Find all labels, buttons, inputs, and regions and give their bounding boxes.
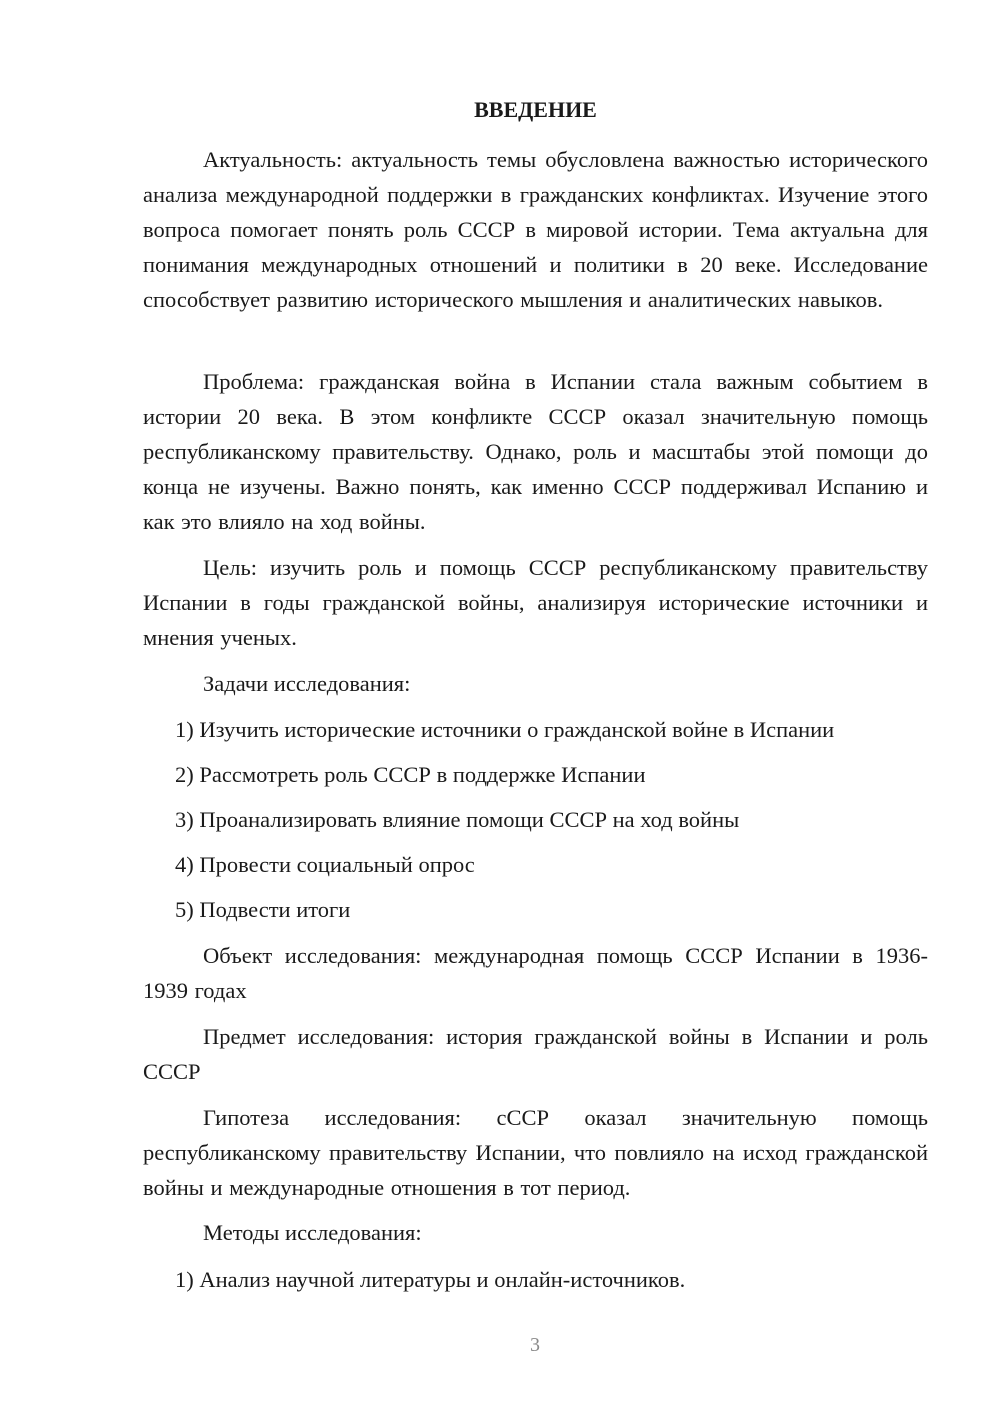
paragraph-relevance: Актуальность: актуальность темы обусловлена важностью исторического анализа международной поддержки в гражданских конфликтах. Изучение этого вопроса помогает понять роль СССР в мировой истории. Тема актуальна для понимания международных отношений и политики в 20 веке. Исследование способствует развитию исторического мышления и аналитических навыков. bbox=[143, 147, 928, 312]
paragraph-goal: Цель: изучить роль и помощь СССР республиканскому правительству Испании в годы гражданской войны, анализируя исторические источники и мнения ученых. bbox=[143, 555, 928, 650]
task-item: 4) Провести социальный опрос bbox=[175, 852, 475, 877]
page-title: ВВЕДЕНИЕ bbox=[474, 97, 597, 122]
paragraph-problem: Проблема: гражданская война в Испании стала важным событием в истории 20 века. В этом конфликте СССР оказал значительную помощь республиканскому правительству. Однако, роль и масштабы этой помощи до конца не изучены. Важно понять, как именно СССР поддерживал Испанию и как это влияло на ход войны. bbox=[143, 369, 928, 534]
paragraph-object: Объект исследования: международная помощь СССР Испании в 1936-1939 годах bbox=[143, 943, 928, 1003]
task-item: 5) Подвести итоги bbox=[175, 897, 351, 922]
task-item: 3) Проанализировать влияние помощи СССР на ход войны bbox=[175, 807, 740, 832]
task-item: 1) Изучить исторические источники о гражданской войне в Испании bbox=[175, 717, 835, 742]
method-item: 1) Анализ научной литературы и онлайн-источников. bbox=[175, 1267, 686, 1292]
task-item: 2) Рассмотреть роль СССР в поддержке Испании bbox=[175, 762, 646, 787]
page-number: 3 bbox=[530, 1334, 540, 1356]
tasks-heading: Задачи исследования: bbox=[203, 671, 411, 696]
paragraph-hypothesis: Гипотеза исследования: сССР оказал значительную помощь республиканскому правительству Испании, что повлияло на исход гражданской войны и международные отношения в тот период. bbox=[143, 1105, 928, 1200]
methods-heading: Методы исследования: bbox=[203, 1220, 422, 1245]
paragraph-subject: Предмет исследования: история гражданской войны в Испании и роль СССР bbox=[143, 1024, 928, 1084]
